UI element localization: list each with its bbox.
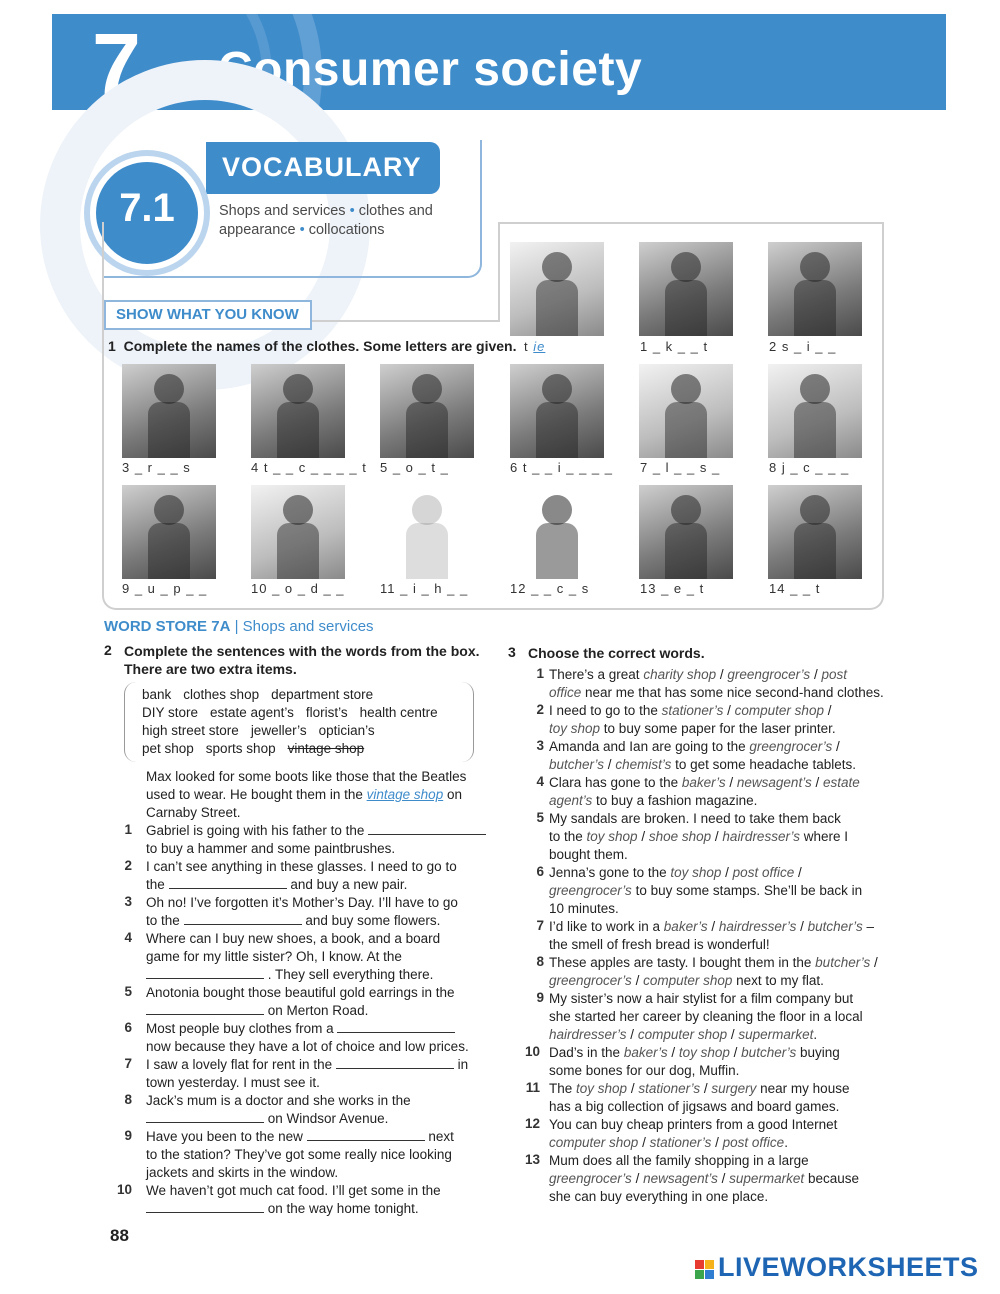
word-option[interactable]: computer shop: [643, 973, 733, 988]
photo-dress: [122, 364, 216, 458]
show-what-you-know-frame: [102, 222, 884, 610]
answer-blank[interactable]: [146, 967, 264, 979]
photo-tie: [510, 242, 604, 336]
exercise-2-sentence: I can’t see anything in these glasses. I need to go to the and buy a new pair.: [146, 859, 457, 892]
photo-boots: [380, 364, 474, 458]
show-what-you-know-label: SHOW WHAT YOU KNOW: [116, 306, 299, 323]
word-store-heading: WORD STORE 7A | Shops and services: [104, 618, 374, 635]
section-label: VOCABULARY: [222, 152, 422, 182]
photo-high-heels: [380, 485, 474, 579]
word-option[interactable]: post office: [732, 865, 795, 880]
word-option[interactable]: toy shop: [586, 829, 638, 844]
caption-14: 14 _ _ t: [769, 581, 821, 596]
exercise-2-sentence: We haven’t got much cat food. I’ll get some in the on the way home tonight.: [146, 1183, 441, 1216]
caption-10: 10 _ o _ d _ _: [251, 581, 345, 596]
exercise-3-item-number: 3: [536, 738, 544, 753]
answer-blank[interactable]: [146, 1111, 264, 1123]
word-option[interactable]: computer shop: [734, 703, 824, 718]
photo-jumper: [122, 485, 216, 579]
photo-socks: [510, 485, 604, 579]
word-option[interactable]: shoe shop: [648, 829, 712, 844]
word-box-row: pet shop sports shop vintage shop: [142, 741, 365, 756]
exercise-3-item: Mum does all the family shopping in a large greengrocer’s / newsagent’s / supermarket because she can buy everything in one place.: [549, 1153, 859, 1204]
word-option[interactable]: estate: [822, 775, 860, 790]
word-option[interactable]: greengrocer’s: [549, 1171, 632, 1186]
caption-11: 11 _ i _ h _ _: [380, 581, 469, 596]
word-option[interactable]: agent’s: [549, 793, 593, 808]
word-option[interactable]: baker’s: [663, 919, 708, 934]
exercise-3-item-number: 6: [536, 864, 544, 879]
photo-tracksuit: [251, 364, 345, 458]
exercise-3-item-number: 7: [536, 918, 544, 933]
caption-4: 4 t _ _ c _ _ _ _ t: [251, 460, 367, 475]
exercise-3-item-number: 8: [536, 954, 544, 969]
exercise-3-item: There’s a great charity shop / greengrocer’s / post office near me that has some nice second-hand clothes.: [549, 667, 884, 700]
exercise-1-instruction: 1 Complete the names of the clothes. Some letters are given.: [108, 338, 517, 354]
page-number: 88: [110, 1226, 129, 1245]
word-box-row: bank clothes shop department store: [142, 687, 374, 702]
word-option[interactable]: charity shop: [643, 667, 717, 682]
word-option[interactable]: supermarket: [729, 1171, 805, 1186]
exercise-2-sentence: Where can I buy new shoes, a book, and a board game for my little sister? Oh, I know. At the . They sell everything there.: [146, 931, 441, 982]
photo-belt: [639, 485, 733, 579]
exercise-3-item-number: 12: [524, 1116, 540, 1131]
exercise-3-item-number: 11: [525, 1080, 540, 1095]
unit-title: Consumer society: [218, 43, 643, 96]
exercise-3-number: 3: [508, 644, 516, 660]
word-option[interactable]: stationer’s: [638, 1081, 701, 1096]
exercise-2-number: 2: [104, 642, 112, 658]
unit-number: 7: [92, 15, 141, 114]
word-option[interactable]: butcher’s: [815, 955, 871, 970]
section-subtitle: Shops and services • clothes and appearance • collocations: [219, 203, 433, 238]
photo-skirt: [639, 242, 733, 336]
word-option[interactable]: baker’s: [681, 775, 726, 790]
word-option[interactable]: greengrocer’s: [549, 883, 632, 898]
exercise-2-example: Max looked for some boots like those that the Beatles used to wear. He bought them in the vintage shop on Carnaby Street.: [146, 769, 467, 820]
word-option[interactable]: hairdresser’s: [722, 829, 800, 844]
word-option[interactable]: newsagent’s: [643, 1171, 718, 1186]
exercise-3-item-number: 4: [536, 774, 544, 789]
word-option[interactable]: greengrocer’s: [549, 973, 632, 988]
answer-blank[interactable]: [146, 1201, 264, 1213]
word-option[interactable]: hairdresser’s: [718, 919, 797, 934]
exercise-3-item: I need to go to the stationer’s / computer shop / toy shop to buy some paper for the laser printer.: [549, 703, 836, 736]
exercise-3-item-number: 2: [536, 702, 544, 717]
exercise-3-item: You can buy cheap printers from a good Internet computer shop / stationer’s / post office.: [549, 1117, 838, 1150]
word-option[interactable]: post office: [722, 1135, 785, 1150]
exercise-3-item: These apples are tasty. I bought them in the butcher’s / greengrocer’s / computer shop next to my flat.: [549, 955, 878, 988]
word-option[interactable]: toy shop: [670, 865, 722, 880]
answer-blank[interactable]: [184, 913, 302, 925]
word-option[interactable]: surgery: [711, 1081, 757, 1096]
exercise-3-item: Jenna’s gone to the toy shop / post office / greengrocer’s to buy some stamps. She’ll be back in 10 minutes.: [549, 865, 863, 916]
photo-trainers: [510, 364, 604, 458]
word-option[interactable]: newsagent’s: [736, 775, 812, 790]
caption-7: 7 _ l _ _ s _: [640, 460, 721, 475]
photo-hat: [768, 485, 862, 579]
exercise-3-item: Amanda and Ian are going to the greengrocer’s / butcher’s / chemist’s to get some headache tablets.: [549, 739, 856, 772]
exercise-2-sentence: Anotonia bought those beautiful gold earrings in the on Merton Road.: [146, 985, 455, 1018]
answer-blank[interactable]: [337, 1021, 455, 1033]
word-option[interactable]: computer shop: [637, 1027, 728, 1042]
word-option[interactable]: stationer’s: [661, 703, 724, 718]
exercise-3-item-number: 10: [524, 1044, 540, 1059]
word-option[interactable]: butcher’s: [741, 1045, 797, 1060]
word-option[interactable]: butcher’s: [807, 919, 863, 934]
exercise-3-item-number: 5: [536, 810, 544, 825]
word-option[interactable]: supermarket: [738, 1027, 814, 1042]
exercise-3-item: Clara has gone to the baker’s / newsagent’s / estate agent’s to buy a fashion magazine.: [549, 775, 860, 808]
exercise-3-item: I’d like to work in a baker’s / hairdresser’s / butcher’s – the smell of fresh bread is wonderful!: [549, 919, 874, 952]
word-option[interactable]: chemist’s: [615, 757, 672, 772]
exercise-3-item: My sister’s now a hair stylist for a film company but she started her career by cleaning the floor in a local hairdresser’s / computer shop / supermarket.: [549, 991, 863, 1042]
exercise-2-sentence: Most people buy clothes from a now because they have a lot of choice and low prices.: [146, 1021, 469, 1054]
exercise-2-sentence: Jack’s mum is a doctor and she works in the on Windsor Avenue.: [146, 1093, 411, 1126]
logo-square: [695, 1260, 704, 1269]
answer-blank[interactable]: [307, 1129, 425, 1141]
answer-blank[interactable]: [146, 1003, 264, 1015]
word-option[interactable]: toy shop: [678, 1045, 730, 1060]
word-option[interactable]: greengrocer’s: [727, 667, 811, 682]
photo-hoodie: [251, 485, 345, 579]
logo-square: [705, 1260, 714, 1269]
answer-blank[interactable]: [169, 877, 287, 889]
section-number: 7.1: [119, 186, 175, 230]
exercise-2-sentence: I saw a lovely flat for rent in the in town yesterday. I must see it.: [146, 1057, 469, 1090]
photo-jacket: [768, 364, 862, 458]
answer-blank[interactable]: [368, 823, 486, 835]
exercise-3-item-number: 1: [536, 666, 544, 681]
exercise-3-item: Dad’s in the baker’s / toy shop / butcher’s buying some bones for our dog, Muffin.: [549, 1045, 840, 1078]
exercise-2-sentence: Oh no! I’ve forgotten it’s Mother’s Day. I’ll have to go to the and buy some flowers.: [146, 895, 458, 928]
exercise-3-item: My sandals are broken. I need to take them back to the toy shop / shoe shop / hairdresser’s where I bought them.: [549, 811, 848, 862]
word-option[interactable]: baker’s: [623, 1045, 668, 1060]
caption-8: 8 j _ c _ _ _: [769, 460, 850, 475]
word-option[interactable]: post: [821, 667, 847, 682]
word-option[interactable]: office: [549, 685, 582, 700]
caption-example: t ie: [524, 339, 546, 354]
liveworksheets-logo-text: LIVEWORKSHEETS: [718, 1252, 979, 1282]
caption-3: 3 _ r _ _ s: [122, 460, 191, 475]
exercise-3-item-number: 9: [536, 990, 544, 1005]
exercise-3-item: The toy shop / stationer’s / surgery near my house has a big collection of jigsaws and board games.: [549, 1081, 850, 1114]
photo-suit: [768, 242, 862, 336]
liveworksheets-logo-icon: [694, 1259, 714, 1279]
exercise-3-item-number: 13: [524, 1152, 540, 1167]
caption-12: 12 _ _ c _ s: [510, 581, 590, 596]
caption-13: 13 _ e _ t: [640, 581, 705, 596]
word-option[interactable]: butcher’s: [549, 757, 605, 772]
exercise-2-sentence: Gabriel is going with his father to the to buy a hammer and some paintbrushes.: [146, 822, 496, 858]
exercise-2-title: Complete the sentences with the words from the box. There are two extra items.: [124, 643, 480, 677]
logo-square: [705, 1270, 714, 1279]
caption-6: 6 t _ _ i _ _ _ _: [510, 460, 614, 475]
caption-5: 5 _ o _ t _: [380, 460, 449, 475]
word-option[interactable]: computer shop: [549, 1135, 639, 1150]
caption-9: 9 _ u _ p _ _: [122, 581, 208, 596]
caption-2: 2 s _ i _ _: [769, 339, 837, 354]
word-option[interactable]: toy shop: [576, 1081, 628, 1096]
exercise-3-title: Choose the correct words.: [528, 645, 705, 661]
photo-blouse: [639, 364, 733, 458]
word-option[interactable]: greengrocer’s: [749, 739, 833, 754]
word-option[interactable]: stationer’s: [649, 1135, 712, 1150]
word-box-row: high street store jeweller’s optician’s: [142, 723, 375, 738]
word-box-row: DIY store estate agent’s florist’s health centre: [142, 705, 438, 720]
logo-square: [695, 1270, 704, 1279]
word-option[interactable]: hairdresser’s: [549, 1027, 627, 1042]
exercise-2-sentence: Have you been to the new next to the station? They’ve got some really nice looking jackets and skirts in the window.: [146, 1129, 454, 1180]
caption-1: 1 _ k _ _ t: [640, 339, 709, 354]
answer-blank[interactable]: [336, 1057, 454, 1069]
word-option[interactable]: toy shop: [549, 721, 601, 736]
